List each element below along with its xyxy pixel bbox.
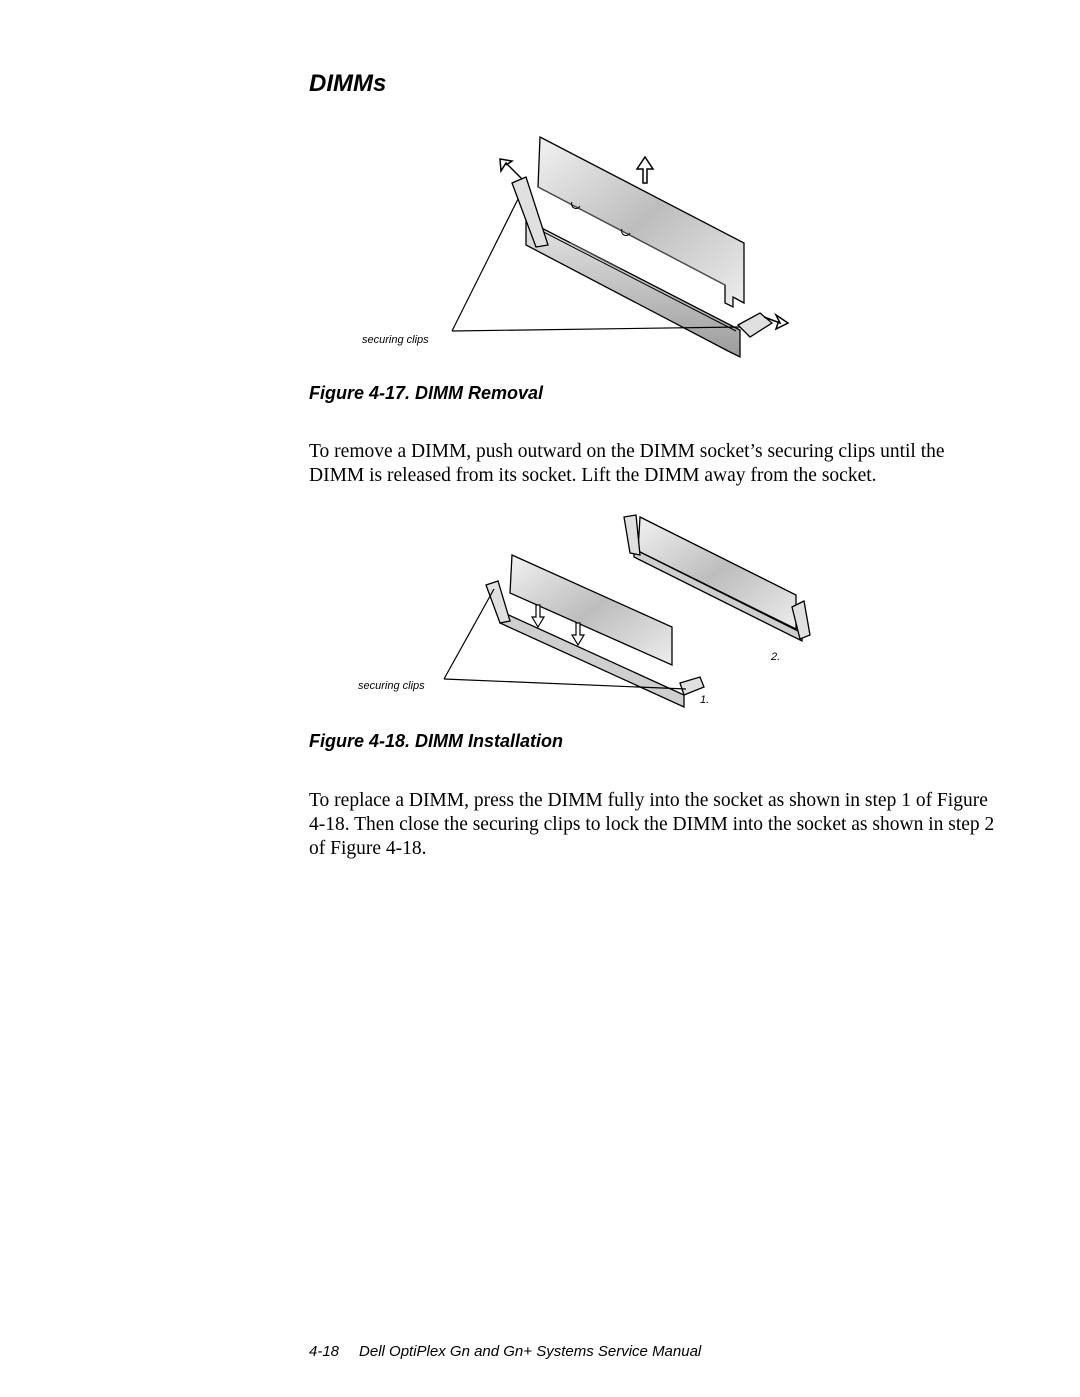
figure-18-caption: Figure 4-18. DIMM Installation — [309, 731, 564, 751]
press-down-arrow-icon — [572, 623, 584, 645]
step-1-label: 1. — [700, 694, 710, 706]
manual-title: Dell OptiPlex Gn and Gn+ Systems Service Manual — [359, 1343, 702, 1360]
figure-17-caption: Figure 4-17. DIMM Removal — [309, 383, 544, 403]
outward-arrow-icon — [500, 159, 522, 179]
dimm-installation-illustration — [340, 505, 820, 715]
step-1-dimm — [486, 555, 704, 707]
page-number: 4-18 — [309, 1343, 340, 1360]
removal-paragraph: To remove a DIMM, push outward on the DIMM socket’s securing clips until the DIMM is released from its socket. Lift the DIMM away from the socket. — [309, 441, 945, 486]
installation-paragraph: To replace a DIMM, press the DIMM fully into the socket as shown in step 1 of Figure 4-18. Then close the securing clips to lock the DIMM into the socket as shown in step 2 of Figure 4-18. — [309, 790, 995, 859]
page-footer — [309, 1343, 701, 1360]
dimm-removal-illustration — [340, 125, 820, 365]
securing-clips-label: securing clips — [362, 334, 429, 346]
right-securing-clip — [738, 313, 772, 337]
press-down-arrow-icon — [532, 605, 544, 627]
lift-arrow-icon — [637, 157, 653, 183]
section-title: DIMMs — [309, 70, 387, 97]
step-2-label: 2. — [771, 651, 781, 663]
securing-clips-label: securing clips — [358, 680, 425, 692]
